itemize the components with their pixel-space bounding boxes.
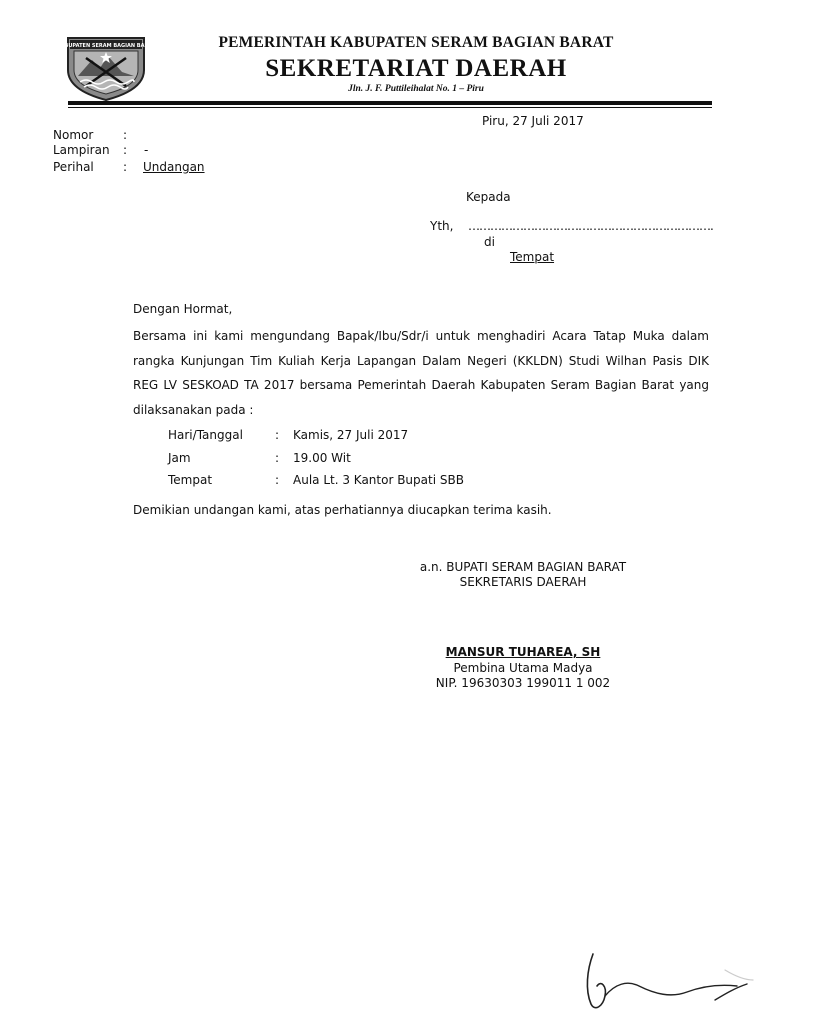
meta-label-lampiran: Lampiran — [53, 143, 110, 157]
letterhead-divider-thick — [68, 101, 712, 105]
schedule-colon: : — [275, 473, 280, 487]
letter-date: Piru, 27 Juli 2017 — [482, 114, 584, 128]
meta-colon-lampiran: : — [123, 143, 128, 157]
recipient-tempat: Tempat — [510, 250, 555, 264]
meta-colon-nomor: : — [123, 128, 128, 142]
signature-rank: Pembina Utama Madya — [453, 661, 593, 675]
meta-label-nomor: Nomor — [53, 128, 94, 142]
handwritten-scribble — [575, 940, 765, 1020]
schedule-colon: : — [275, 428, 280, 442]
schedule-value: 19.00 Wit — [293, 451, 351, 465]
schedule-colon: : — [275, 451, 280, 465]
schedule-label: Tempat — [168, 473, 213, 487]
meta-colon-perihal: : — [123, 160, 128, 174]
schedule-row-place — [168, 472, 568, 488]
signature-on-behalf: a.n. BUPATI SERAM BAGIAN BARAT — [419, 560, 627, 574]
logo-banner-text: KABUPATEN SERAM BAGIAN BARAT — [56, 42, 156, 49]
signature-name: MANSUR TUHAREA, SH — [445, 645, 601, 659]
letterhead-address: Jln. J. F. Puttileihalat No. 1 – Piru — [348, 84, 484, 94]
meta-value-perihal: Undangan — [143, 160, 205, 174]
meta-value-lampiran: - — [144, 143, 149, 157]
recipient-kepada: Kepada — [466, 190, 511, 204]
schedule-value: Aula Lt. 3 Kantor Bupati SBB — [293, 473, 464, 487]
schedule-row-date — [168, 427, 568, 443]
schedule-label: Jam — [168, 451, 191, 465]
greeting: Dengan Hormat, — [133, 302, 233, 316]
recipient-yth: Yth, — [430, 219, 454, 233]
meta-label-perihal: Perihal — [53, 160, 94, 174]
letterhead-divider-thin — [68, 107, 712, 108]
recipient-name-blank: …………………………………………………………. — [468, 219, 713, 233]
letterhead-government-title: PEMERINTAH KABUPATEN SERAM BAGIAN BARAT — [218, 34, 614, 51]
letterhead-office-title: SEKRETARIAT DAERAH — [265, 55, 567, 82]
signature-position: SEKRETARIS DAERAH — [459, 575, 587, 589]
recipient-di: di — [484, 235, 495, 249]
signature-nip: NIP. 19630303 199011 1 002 — [435, 676, 611, 690]
schedule-label: Hari/Tanggal — [168, 428, 243, 442]
schedule-row-time — [168, 450, 568, 466]
closing-sentence: Demikian undangan kami, atas perhatiannya diucapkan terima kasih. — [133, 503, 552, 517]
schedule-value: Kamis, 27 Juli 2017 — [293, 428, 409, 442]
body-paragraph: Bersama ini kami mengundang Bapak/Ibu/Sdr/i untuk menghadiri Acara Tatap Muka dalam rangka Kunjungan Tim Kuliah Kerja Lapangan Dalam Negeri (KKLDN) Studi Wilhan Pasis DIK REG LV SESKOAD TA 2017 bersama Pemerintah Daerah Kabupaten Seram Bagian Barat yang dilaksanakan pada : — [133, 329, 709, 417]
